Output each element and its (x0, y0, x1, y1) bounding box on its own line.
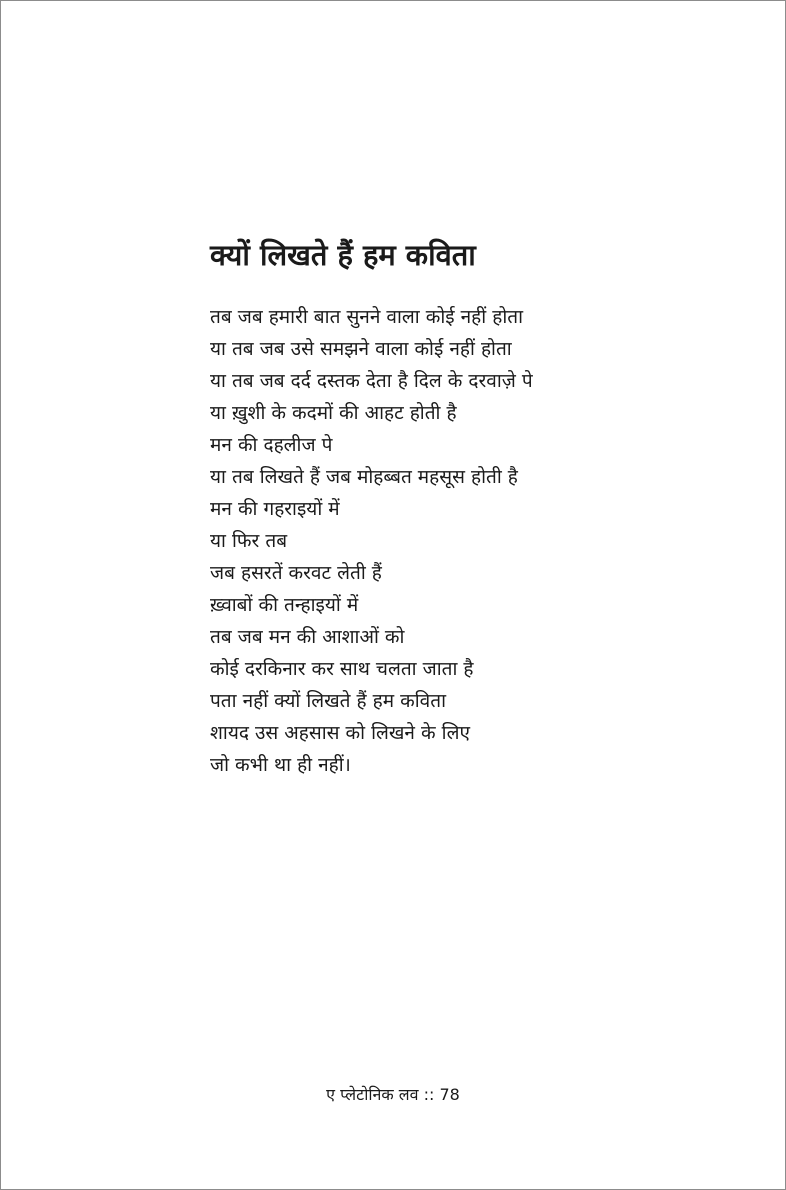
poem-line: या फिर तब (210, 530, 288, 552)
poem-line: मन की दहलीज पे (210, 434, 333, 456)
poem-line: ख़्वाबों की तन्हाइयों में (210, 594, 359, 616)
poem-line: या तब जब दर्द दस्तक देता है दिल के दरवाज़े पे (210, 370, 533, 392)
poem-body (210, 301, 533, 781)
poem-line: पता नहीं क्यों लिखते हैं हम कविता (210, 690, 446, 712)
poem-line: या तब जब उसे समझने वाला कोई नहीं होता (210, 338, 512, 360)
page-footer: ए प्लेटोनिक लव :: 78 (326, 1085, 460, 1104)
poem-line: मन की गहराइयों में (210, 498, 340, 520)
poem-line: या तब लिखते हैं जब मोहब्बत महसूस होती है (210, 466, 518, 488)
poem-line: जब हसरतें करवट लेती हैं (210, 562, 382, 584)
poem-line: शायद उस अहसास को लिखने के लिए (210, 722, 470, 744)
poem-title: क्यों लिखते हैं हम कविता (210, 238, 476, 272)
poem-line: या ख़ुशी के कदमों की आहट होती है (210, 402, 457, 424)
poem-line: कोई दरकिनार कर साथ चलता जाता है (210, 658, 474, 680)
poem-line: तब जब हमारी बात सुनने वाला कोई नहीं होता (210, 306, 523, 328)
poem-line: जो कभी था ही नहीं। (210, 754, 351, 776)
poem-line: तब जब मन की आशाओं को (210, 626, 405, 648)
